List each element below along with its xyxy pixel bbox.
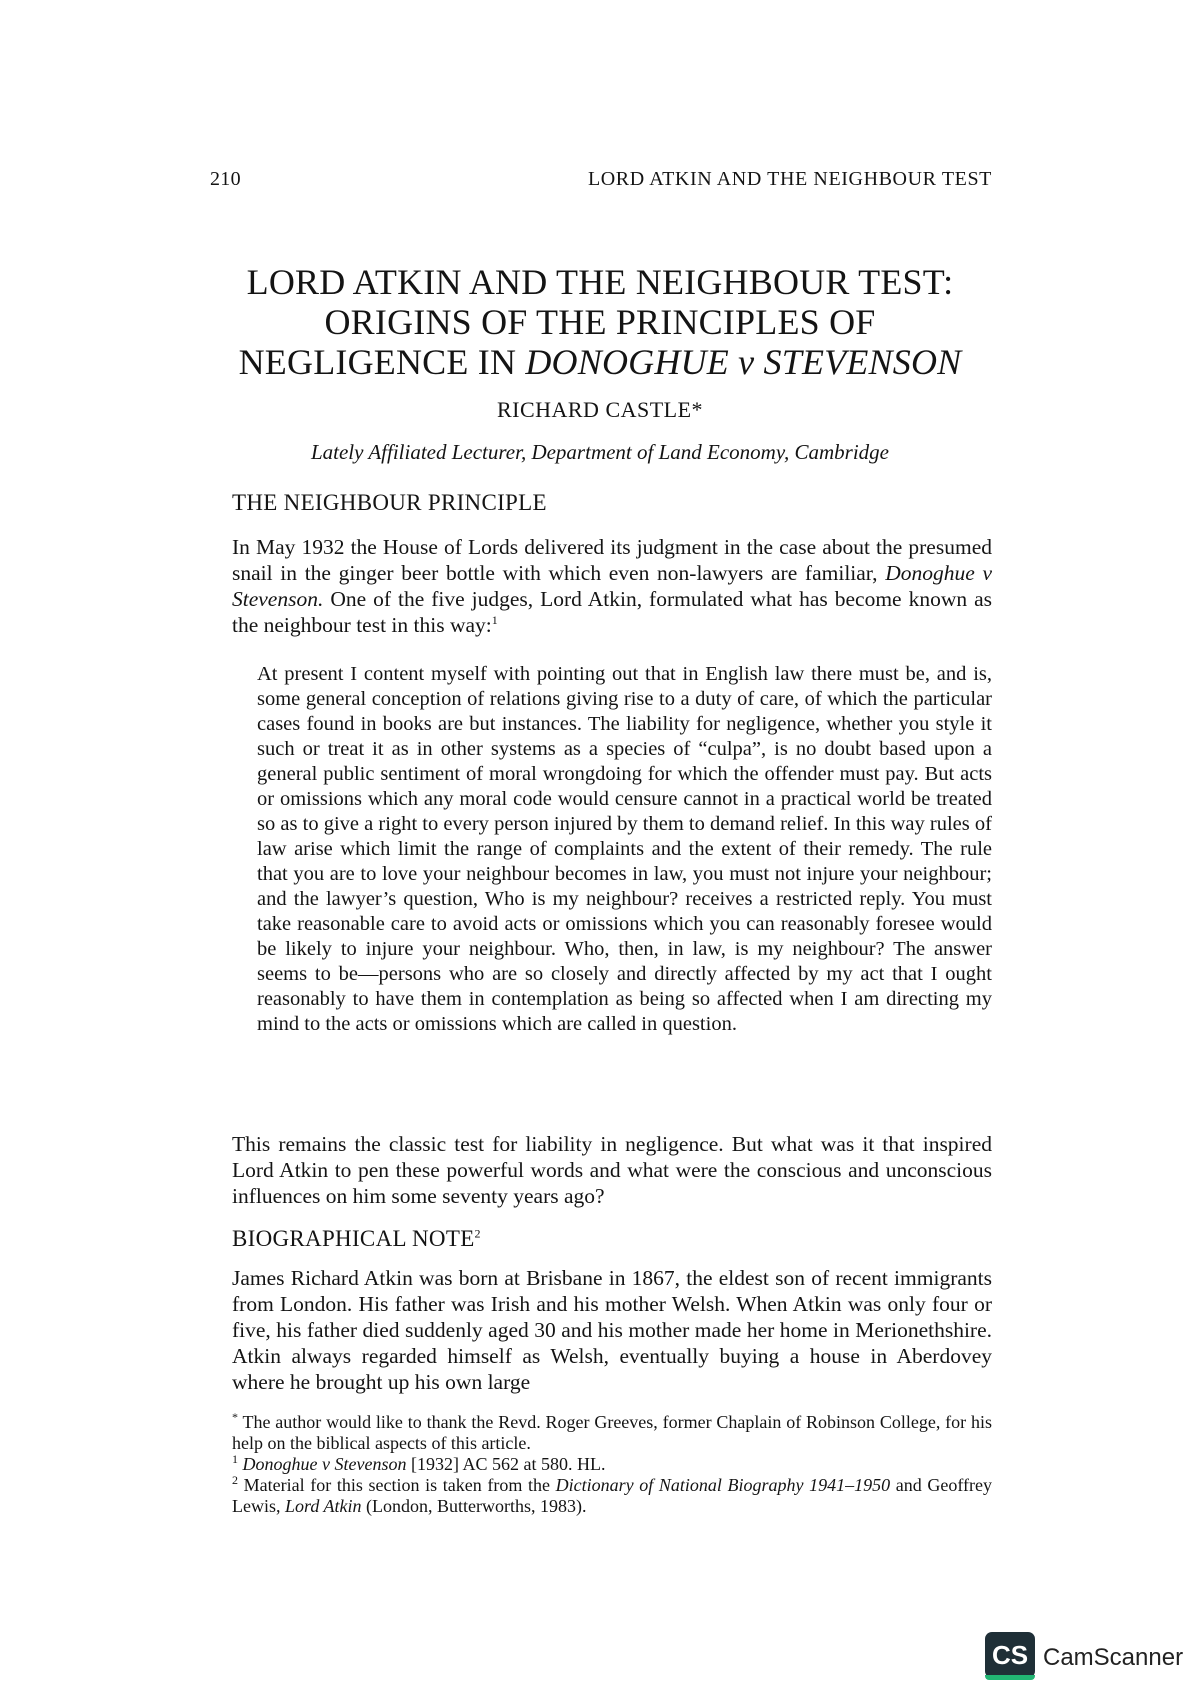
case-name-donoghue: DONOGHUE xyxy=(525,342,729,382)
section-heading-biographical-note: BIOGRAPHICAL NOTE$^2$ xyxy=(232,1226,481,1251)
classic-test-paragraph: This remains the classic test for liability in negligence. But what was it that inspired Lord Atkin to pen these powerful words and what were the conscious and unconscious influences on him some seventy years ago? xyxy=(232,1132,992,1208)
footnote-2: $^2$ Material for this section is taken from the Dictionary of National Biography 1941–1950 and Geoffrey Lewis, Lord Atkin (London, Butterworths, 1983). xyxy=(232,1473,993,1516)
camscanner-logo-icon: CS xyxy=(985,1632,1035,1678)
section-heading-neighbour-principle: THE NEIGHBOUR PRINCIPLE xyxy=(232,490,547,515)
footnote-ref-2: 2 xyxy=(474,1226,481,1241)
article-title xyxy=(200,262,1000,382)
title-line-2: ORIGINS OF THE PRINCIPLES OF xyxy=(324,302,876,342)
footnotes xyxy=(232,1412,992,1517)
intro-paragraph: In May 1932 the House of Lords delivered its judgment in the case about the presumed snail in the ginger beer bottle with which even non-lawyers are familiar, Donoghue v Stevenson. One of the five judges, Lord Atkin, formulated what has become known as the neighbour test in this way:$^1$ xyxy=(232,535,992,637)
author-affiliation: Lately Affiliated Lecturer, Department of Land Economy, Cambridge xyxy=(310,440,890,464)
biography-paragraph: James Richard Atkin was born at Brisbane in 1867, the eldest son of recent immigrants from London. His father was Irish and his mother Welsh. When Atkin was only four or five, his father died suddenly aged 30 and his mother made her home in Merionethshire. Atkin always regarded himself as Welsh, eventually buying a house in Aberdovey where he brought up his own large xyxy=(232,1266,992,1394)
case-citation: Donoghue v Stevenson. xyxy=(232,561,992,611)
footnote-ref-1: 1 xyxy=(491,612,498,627)
case-name-stevenson: STEVENSON xyxy=(763,342,962,382)
camscanner-logo-accent xyxy=(985,1675,1035,1680)
camscanner-brand-text: CamScanner xyxy=(1043,1644,1184,1671)
case-versus: v xyxy=(728,342,764,382)
footnote-star: * The author would like to thank the Revd. Roger Greeves, former Chaplain of Robinson College, for his help on the biblical aspects of this article. xyxy=(232,1410,992,1453)
author-name: RICHARD CASTLE* xyxy=(496,397,704,422)
running-title: LORD ATKIN AND THE NEIGHBOUR TEST xyxy=(587,168,992,190)
title-line-1: LORD ATKIN AND THE NEIGHBOUR TEST: xyxy=(246,262,954,302)
footnote-1: $^1$ Donoghue v Stevenson [1932] AC 562 at 580. HL. xyxy=(232,1452,606,1474)
block-quote-atkin: At present I content myself with pointing out that in English law there must be, and is, some general conception of relations giving rise to a duty of care, of which the particular cases found in books are but instances. The liability for negligence, whether you style it such or treat it as in other systems as a species of “culpa”, is no doubt based upon a general public sentiment of moral wrongdoing for which the offender must pay. But acts or omissions which any moral code would censure cannot in a practical world be treated so as to give a right to every person injured by them to demand relief. In this way rules of law arise which limit the range of complaints and the extent of their remedy. The rule that you are to love your neighbour becomes in law, you must not injure your neighbour; and the lawyer’s question, Who is my neighbour? receives a restricted reply. You must take reasonable care to avoid acts or omissions which you can reasonably foresee would be likely to injure your neighbour. Who, then, in law, is my neighbour? The answer seems to be—persons who are so closely and directly affected by my act that I ought reasonably to have them in contemplation as being so affected when I am directing my mind to the acts or omissions which are called in question. xyxy=(257,663,992,1035)
running-header xyxy=(210,168,992,191)
page-number: 210 xyxy=(210,168,241,190)
title-line-3: NEGLIGENCE IN DONOGHUE v STEVENSON xyxy=(238,342,962,382)
